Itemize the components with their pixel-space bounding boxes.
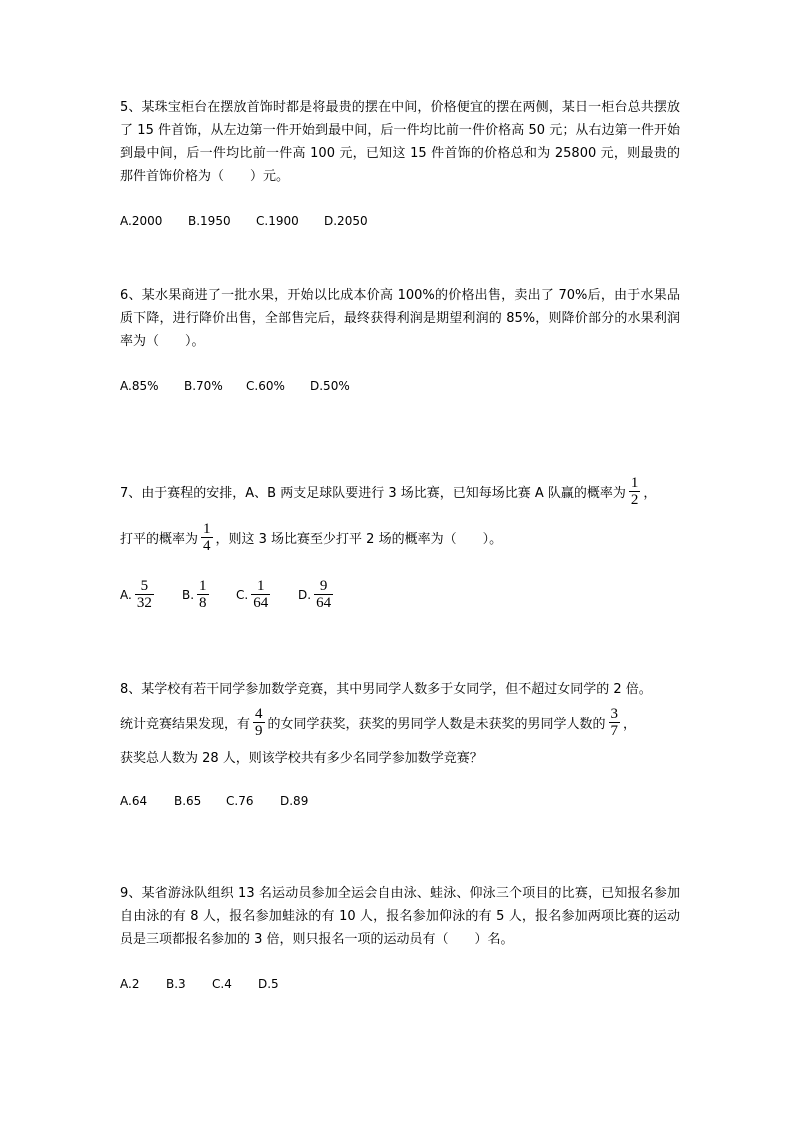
option-c: C.60% <box>246 379 285 393</box>
fraction: $\frac{4}{9}$ <box>255 705 263 739</box>
question-8-line-3: 获奖总人数为 28 人，则该学校共有多少名同学参加数学竞赛？ <box>120 751 483 766</box>
question-9 <box>120 882 680 991</box>
question-5-text: 5、某珠宝柜台在摆放首饰时都是将最贵的摆在中间，价格便宜的摆在两侧，某日一柜台总共摆放了 15 件首饰，从左边第一件开始到最中间，后一件均比前一件价格高 50 元；从右边第一件开始到最中间，后一件均比前一件高 100 元，已知这 15 件首饰的价格总和为 25800 元，则最贵的那件首饰价格为（ ）元。 <box>120 100 680 184</box>
question-5 <box>120 96 680 228</box>
fraction: $\frac{1}{8}$ <box>199 578 207 611</box>
question-8-line-2: 统计竞赛结果发现，有 $\frac{4}{9}$ 的女同学获奖，获奖的男同学人数是未获奖的男同学人数的 $\frac{3}{7}$ ， <box>120 705 637 739</box>
option-b: B.70% <box>184 379 223 393</box>
question-9-options <box>120 977 680 991</box>
question-8 <box>120 676 680 808</box>
option-a: A.64 <box>120 794 148 808</box>
option-b: B.3 <box>166 977 186 991</box>
question-6-options <box>120 379 680 393</box>
option-b: B. $\frac{1}{8}$ <box>182 578 207 611</box>
option-d: D.89 <box>280 794 309 808</box>
option-a: A. $\frac{5}{32}$ <box>120 578 152 611</box>
option-d: D.2050 <box>324 214 368 228</box>
fraction: $\frac{1}{4}$ <box>203 520 211 554</box>
option-c: C.76 <box>226 794 254 808</box>
question-8-options <box>120 794 680 808</box>
option-c: C.1900 <box>256 214 299 228</box>
question-7-line-2 <box>120 514 680 560</box>
question-6 <box>120 284 680 393</box>
question-7-options <box>120 578 680 611</box>
question-7-text-3: ，则这 3 场比赛至少打平 2 场的概率为（ ）。 <box>215 531 503 547</box>
question-7 <box>120 468 680 611</box>
fraction: $\frac{1}{64}$ <box>253 578 269 611</box>
option-d: D.5 <box>258 977 279 991</box>
option-a: A.2000 <box>120 214 163 228</box>
question-6-text: 6、某水果商进了一批水果，开始以比成本价高 100%的价格出售，卖出了 70%后，由于水果品质下降，进行降价出售，全部售完后，最终获得利润是期望利润的 85%，则降价部分的水果利润率为（ ）。 <box>120 288 680 349</box>
fraction: $\frac{3}{7}$ <box>610 705 619 739</box>
option-a: A.2 <box>120 977 140 991</box>
option-d: D.50% <box>310 379 350 393</box>
option-c: C.4 <box>212 977 232 991</box>
fraction: $\frac{5}{32}$ <box>136 578 152 611</box>
question-7-text-1: 7、由于赛程的安排，A、B 两支足球队要进行 3 场比赛，已知每场比赛 A 队赢的概率为 <box>120 485 626 501</box>
question-9-text: 9、某省游泳队组织 13 名运动员参加全运会自由泳、蛙泳、仰泳三个项目的比赛，已知报名参加自由泳的有 8 人，报名参加蛙泳的有 10 人，报名参加仰泳的有 5 人，报名参加两项比赛的运动员是三项都报名参加的 3 倍，则只报名一项的运动员有（ ）名。 <box>120 886 680 947</box>
option-b: B.1950 <box>188 214 231 228</box>
option-d: D. $\frac{9}{64}$ <box>298 578 332 611</box>
fraction: $\frac{1}{2}$ <box>630 474 639 508</box>
option-b: B.65 <box>174 794 202 808</box>
fraction: $\frac{9}{64}$ <box>316 578 332 611</box>
option-c: C. $\frac{1}{64}$ <box>236 578 269 611</box>
question-5-options <box>120 214 680 228</box>
question-7-text-2: 打平的概率为 <box>120 531 199 547</box>
question-7-line-1: 7、由于赛程的安排，A、B 两支足球队要进行 3 场比赛，已知每场比赛 A 队赢的概率为 $\frac{1}{2}$ ， <box>120 474 657 508</box>
option-a: A.85% <box>120 379 159 393</box>
question-8-line-1: 8、某学校有若干同学参加数学竞赛，其中男同学人数多于女同学，但不超过女同学的 2 倍。 <box>120 682 652 697</box>
